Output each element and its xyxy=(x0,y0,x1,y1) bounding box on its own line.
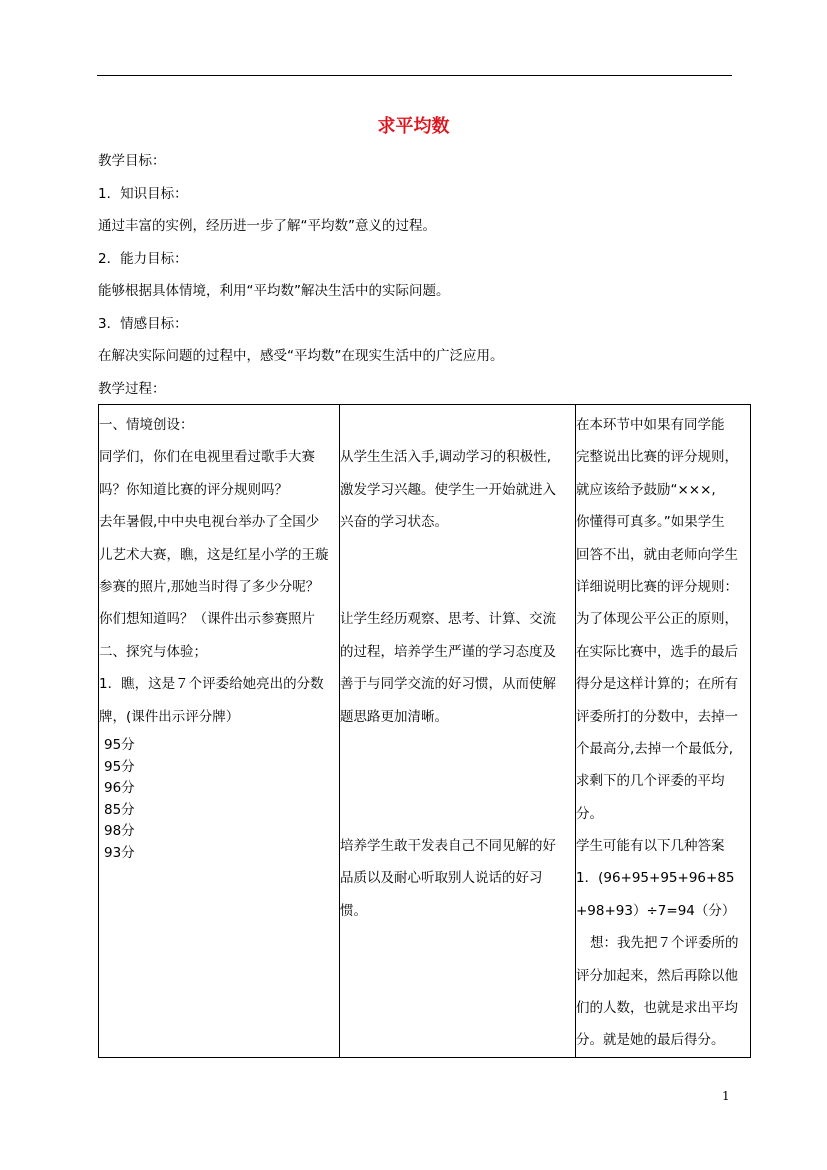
activity-line: 参赛的照片,那她当时得了多少分呢？ xyxy=(99,578,320,595)
knowledge-heading: 1．知识目标： xyxy=(98,186,188,202)
page-number: 1 xyxy=(722,1089,730,1103)
notes-line: 回答不出，就由老师向学生 xyxy=(576,546,738,563)
notes-line: 完整说出比赛的评分规则， xyxy=(576,449,738,466)
knowledge-text: 通过丰富的实例，经历进一步了解“平均数”意义的过程。 xyxy=(98,218,436,234)
notes-line: 在本环节中如果有同学能 xyxy=(576,417,725,433)
notes-line: 个最高分,去掉一个最低分, xyxy=(576,740,734,757)
notes-line: 分。就是她的最后得分。 xyxy=(576,1032,725,1049)
activity-line: 同学们，你们在电视里看过歌手大赛 xyxy=(99,449,315,466)
process-heading: 教学过程： xyxy=(98,381,166,397)
notes-line: 在实际比赛中，选手的最后 xyxy=(576,643,738,660)
intent-line: 善于与同学交流的好习惯，从而使解 xyxy=(340,676,556,693)
notes-line: 分。 xyxy=(576,805,603,822)
score-item: 85分 xyxy=(104,801,135,818)
ability-heading: 2．能力目标： xyxy=(98,251,188,267)
notes-column xyxy=(576,405,751,1058)
notes-line: +98+93）÷7=94（分） xyxy=(576,902,736,919)
notes-line: 得分是这样计算的；在所有 xyxy=(576,676,738,693)
score-list xyxy=(104,735,339,865)
score-item: 95分 xyxy=(104,758,135,775)
notes-line: 评分加起来，然后再除以他 xyxy=(576,967,738,984)
intent-column xyxy=(340,405,576,1058)
activity-line: 一、情境创设： xyxy=(99,417,194,433)
intent-line: 的过程，培养学生严谨的学习态度及 xyxy=(340,643,556,660)
activity-line: 去年暑假,中中央电视台举办了全国少 xyxy=(99,514,320,531)
notes-line: 1．(96+95+95+96+85 xyxy=(576,870,735,887)
intent-line: 题思路更加清晰。 xyxy=(340,708,448,725)
intent-line: 从学生生活入手,调动学习的积极性, xyxy=(340,449,552,466)
lesson-table xyxy=(98,404,751,1058)
intent-line: 培养学生敢干发表自己不同见解的好 xyxy=(340,838,556,855)
activity-line: 牌，(课件出示评分牌） xyxy=(99,708,240,725)
intent-line: 品质以及耐心听取别人说话的好习 xyxy=(340,870,543,887)
score-item: 95分 xyxy=(104,736,135,753)
notes-line: 求剩下的几个评委的平均 xyxy=(576,773,725,790)
notes-line: 学生可能有以下几种答案 xyxy=(576,838,725,855)
activity-line: 你们想知道吗？（课件出示参赛照片 xyxy=(99,611,315,628)
emotion-heading: 3．情感目标： xyxy=(98,316,188,332)
notes-line: 详细说明比赛的评分规则： xyxy=(576,578,738,595)
intent-line: 让学生经历观察、思考、计算、交流 xyxy=(340,611,556,628)
ability-text: 能够根据具体情境，利用“平均数”解决生活中的实际问题。 xyxy=(98,283,450,299)
intent-line: 激发学习兴趣。使学生一开始就进入 xyxy=(340,481,556,498)
page-title: 求平均数 xyxy=(377,116,450,137)
intent-line: 惯。 xyxy=(340,902,367,919)
notes-line: 们的人数，也就是求出平均 xyxy=(576,1000,738,1017)
notes-line: 想：我先把７个评委所的 xyxy=(590,935,739,952)
notes-line: 你懂得可真多。”如果学生 xyxy=(576,514,725,531)
activity-line: 二、探究与体验； xyxy=(99,643,207,660)
activity-line: 儿艺术大赛，瞧，这是红星小学的王璇 xyxy=(99,546,329,563)
notes-line: 评委所打的分数中，去掉一 xyxy=(576,708,738,725)
header-rule xyxy=(97,75,732,76)
activity-line: 1．瞧，这是７个评委给她亮出的分数 xyxy=(99,676,324,693)
activity-line: 吗？你知道比赛的评分规则吗？ xyxy=(99,481,288,498)
score-item: 96分 xyxy=(104,780,135,797)
score-item: 98分 xyxy=(104,823,135,840)
goals-heading: 教学目标： xyxy=(98,153,166,169)
notes-line: 为了体现公平公正的原则， xyxy=(576,611,738,628)
notes-line: 就应该给予鼓励“×××, xyxy=(576,481,716,498)
emotion-text: 在解决实际问题的过程中，感受“平均数”在现实生活中的广泛应用。 xyxy=(98,348,504,364)
intent-line: 兴奋的学习状态。 xyxy=(340,514,448,531)
activity-column xyxy=(99,405,340,1058)
score-item: 93分 xyxy=(104,844,135,861)
